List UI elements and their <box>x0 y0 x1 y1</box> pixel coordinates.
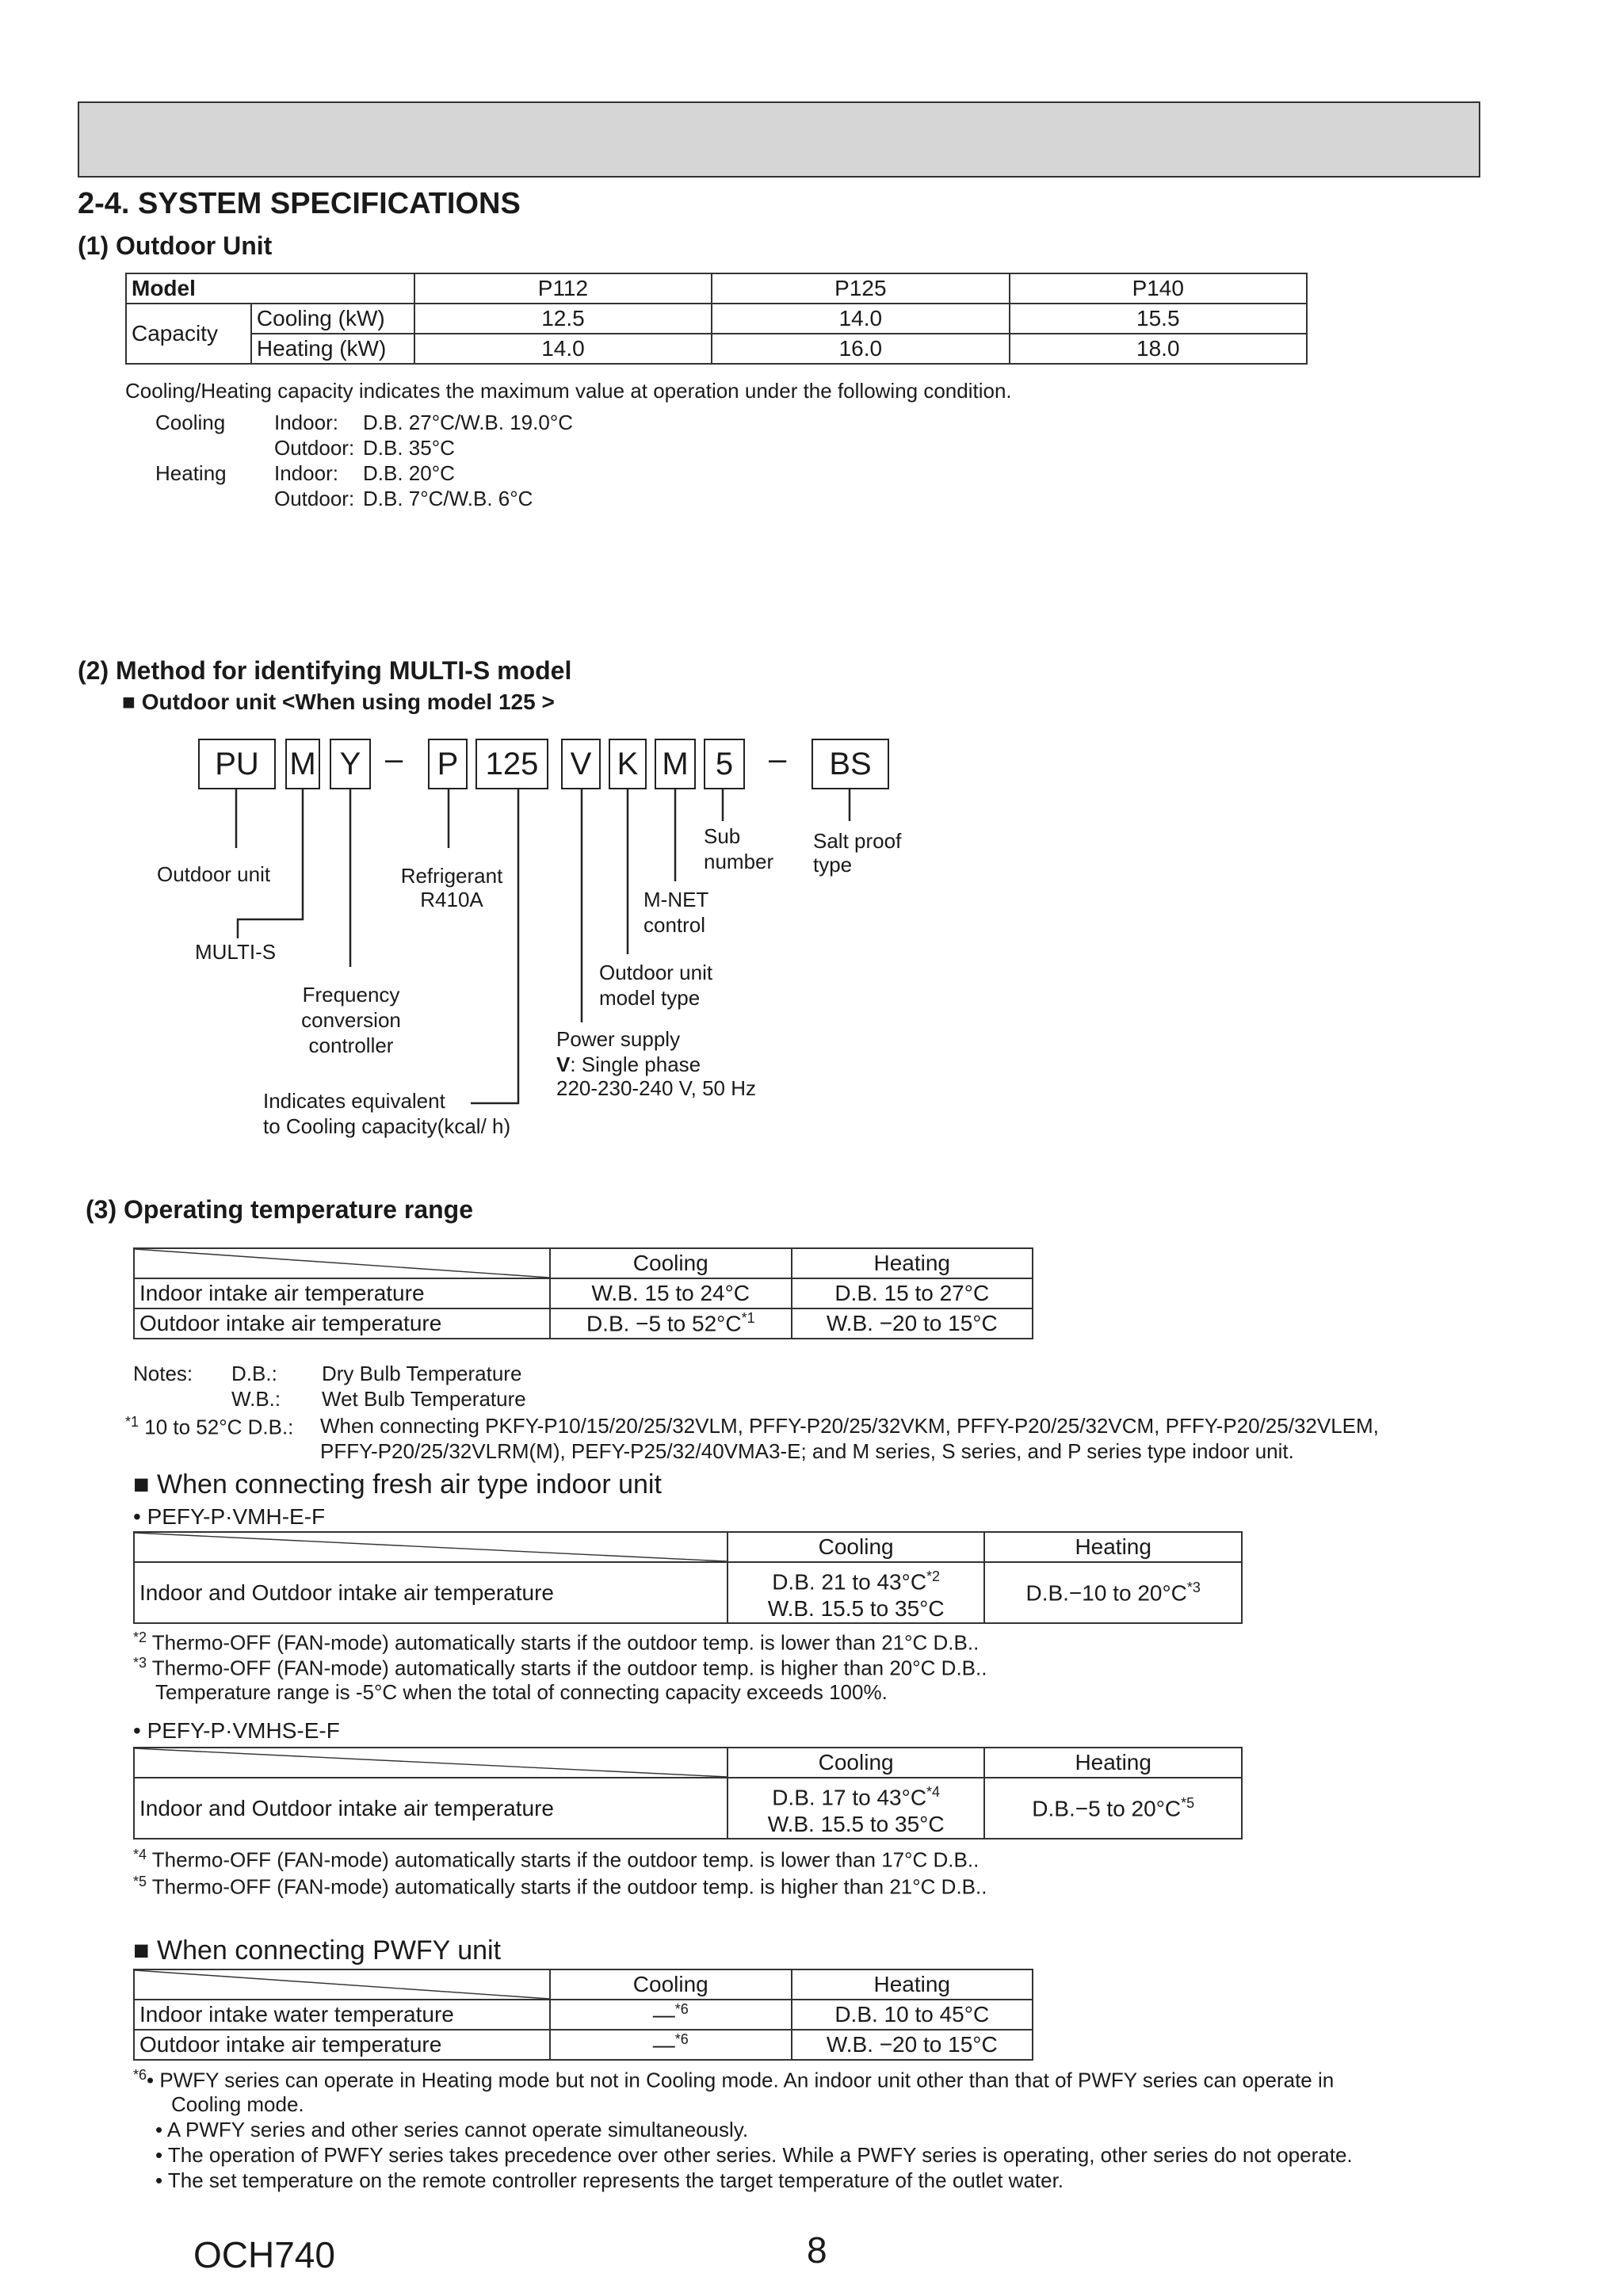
footnote-2 <box>133 1629 979 1656</box>
footnote-mark: *3 <box>1186 1580 1201 1595</box>
footnote-mark: *6 <box>674 2001 689 2018</box>
table-cell: 18.0 <box>1010 334 1307 364</box>
label-mnet: M-NET <box>643 888 709 911</box>
row-label: Heating (kW) <box>251 334 414 364</box>
table-cell <box>727 1778 985 1839</box>
col-cooling: Cooling <box>727 1748 985 1778</box>
cond-indoor-label: Indoor: <box>274 411 338 434</box>
label-refrigerant: Refrigerant <box>400 864 503 888</box>
cond-cooling-indoor: D.B. 27°C/W.B. 19.0°C <box>363 411 574 434</box>
footnote-mark: *1 <box>741 1310 755 1327</box>
table-cell <box>984 1778 1242 1839</box>
outdoor-unit-heading: (1) Outdoor Unit <box>78 231 273 260</box>
footnote-6-bullet2: • A PWFY series and other series cannot operate simultaneously. <box>155 2118 749 2141</box>
cell-value: W.B. 15.5 to 35°C <box>767 1596 945 1622</box>
vmh-model: • PEFY-P·VMH-E-F <box>133 1504 326 1529</box>
row-label: Outdoor intake air temperature <box>134 2030 550 2060</box>
operating-heading: (3) Operating temperature range <box>86 1195 473 1224</box>
footnote-6-bullet3: • The operation of PWFY series takes precedence over other series. While a PWFY series is operating, other series do not operate. <box>155 2143 1353 2167</box>
vmhs-table <box>133 1747 1243 1839</box>
label-outdoor-unit: Outdoor unit <box>157 862 271 886</box>
cell-value: — <box>652 2002 675 2027</box>
footnote-text: Thermo-OFF (FAN-mode) automatically starts if the outdoor temp. is lower than 21°C D.B.. <box>151 1630 980 1655</box>
label-indicates-equivalent: Indicates equivalent <box>263 1089 445 1113</box>
label-type: type <box>813 853 853 877</box>
cond-heating-label: Heating <box>155 461 227 485</box>
wb-abbr: W.B.: <box>231 1387 281 1411</box>
footnote-mark: *4 <box>926 1784 941 1800</box>
table-cell <box>984 1562 1242 1623</box>
vmh-table <box>133 1531 1243 1624</box>
cond-outdoor-label: Outdoor: <box>274 487 355 510</box>
fresh-air-heading: ■ When connecting fresh air type indoor unit <box>133 1469 662 1499</box>
footnote-6-bullet4: • The set temperature on the remote controller represents the target temperature of the outlet water. <box>155 2168 1064 2192</box>
footnote-mark: *5 <box>133 1874 147 1889</box>
label-salt-proof: Salt proof <box>813 829 902 853</box>
row-label: Indoor intake water temperature <box>134 2000 550 2030</box>
diagonal-header-cell <box>134 1532 727 1562</box>
col-heating: Heating <box>984 1532 1242 1562</box>
label-cooling-capacity: to Cooling capacity(kcal/ h) <box>263 1114 511 1138</box>
notes-label: Notes: <box>133 1362 193 1385</box>
code-box-m: M <box>285 739 320 789</box>
model-cell: P112 <box>414 273 712 304</box>
col-cooling: Cooling <box>550 1248 791 1278</box>
footnote-6 <box>133 2067 1334 2093</box>
table-cell <box>550 2000 791 2030</box>
label-sub: Sub <box>704 824 741 848</box>
table-cell: 12.5 <box>414 304 712 334</box>
table-cell: W.B. 15 to 24°C <box>550 1278 791 1308</box>
cell-value: D.B. 21 to 43°C <box>772 1569 927 1595</box>
model-cell: P140 <box>1010 273 1307 304</box>
label-number: number <box>704 850 774 873</box>
db-abbr: D.B.: <box>231 1362 277 1385</box>
footnote-mark: *6 <box>133 2067 147 2083</box>
footnote-3 <box>133 1655 987 1681</box>
cell-value: D.B. 17 to 43°C <box>772 1785 927 1810</box>
footnote-text: Thermo-OFF (FAN-mode) automatically starts if the outdoor temp. is higher than 20°C D.B.. <box>151 1656 987 1680</box>
vmhs-model: • PEFY-P·VMHS-E-F <box>133 1718 340 1743</box>
method-heading: (2) Method for identifying MULTI-S model <box>78 656 572 685</box>
footnote-text: Thermo-OFF (FAN-mode) automatically starts if the outdoor temp. is higher than 21°C D.B.. <box>151 1874 987 1899</box>
footnote-mark: *6 <box>674 2031 689 2048</box>
code-box-pu: PU <box>198 739 276 789</box>
pwfy-table <box>133 1969 1033 2061</box>
footnote-1-condition: 10 to 52°C D.B.: <box>144 1415 294 1439</box>
code-box-bs: BS <box>812 739 889 789</box>
col-cooling: Cooling <box>550 1969 791 2000</box>
cell-value: D.B.−5 to 20°C <box>1032 1796 1182 1821</box>
row-label: Cooling (kW) <box>251 304 414 334</box>
model-label: Model <box>126 273 414 304</box>
table-cell: 14.0 <box>414 334 712 364</box>
label-voltage: 220-230-240 V, 50 Hz <box>556 1076 757 1100</box>
cond-cooling-outdoor: D.B. 35°C <box>363 436 455 460</box>
cond-indoor-label: Indoor: <box>274 461 338 485</box>
code-box-k: K <box>609 739 647 789</box>
code-dash: – <box>385 742 403 777</box>
table-cell: D.B. 10 to 45°C <box>792 2000 1033 2030</box>
table-cell: D.B. 15 to 27°C <box>792 1278 1033 1308</box>
label-single-phase-text: : Single phase <box>570 1052 701 1076</box>
footnote-mark: *4 <box>133 1847 147 1862</box>
footnote-mark: *5 <box>1181 1795 1195 1811</box>
label-r410a: R410A <box>420 888 483 911</box>
footnote-6-line2: Cooling mode. <box>171 2092 304 2116</box>
col-heating: Heating <box>984 1748 1242 1778</box>
code-box-5: 5 <box>704 739 745 789</box>
model-cell: P125 <box>712 273 1009 304</box>
footnote-1-line1: When connecting PKFY-P10/15/20/25/32VLM, PFFY-P20/25/32VKM, PFFY-P20/25/32VCM, PFFY-P20/25/32VLEM, <box>320 1414 1379 1438</box>
capacity-note: Cooling/Heating capacity indicates the maximum value at operation under the following condition. <box>125 379 1012 403</box>
cond-outdoor-label: Outdoor: <box>274 436 355 460</box>
code-box-125: 125 <box>475 739 548 789</box>
table-cell: W.B. −20 to 15°C <box>792 1308 1033 1339</box>
label-multi-s: MULTI-S <box>195 940 277 964</box>
diagonal-header-cell <box>134 1248 550 1278</box>
cell-value: W.B. 15.5 to 35°C <box>767 1812 945 1837</box>
row-label: Indoor intake air temperature <box>134 1278 550 1308</box>
table-cell <box>550 2030 791 2060</box>
footnote-1 <box>125 1414 293 1440</box>
row-label: Indoor and Outdoor intake air temperature <box>134 1778 727 1839</box>
footnote-text: Thermo-OFF (FAN-mode) automatically starts if the outdoor temp. is lower than 17°C D.B.. <box>151 1847 980 1872</box>
cell-value: — <box>652 2032 675 2057</box>
diagonal-header-cell <box>134 1748 727 1778</box>
cond-cooling-label: Cooling <box>155 411 226 434</box>
table-cell <box>550 1308 791 1339</box>
method-subheading: ■ Outdoor unit <When using model 125 > <box>122 690 555 714</box>
footnote-mark: *2 <box>926 1568 941 1584</box>
footnote-3b: Temperature range is -5°C when the total of connecting capacity exceeds 100%. <box>155 1680 888 1704</box>
label-single-phase <box>556 1052 701 1077</box>
label-frequency: Frequency <box>302 983 400 1007</box>
col-heating: Heating <box>792 1248 1033 1278</box>
label-control: control <box>643 913 706 937</box>
db-full: Dry Bulb Temperature <box>322 1362 522 1385</box>
label-conversion: conversion <box>301 1008 401 1032</box>
section-title: 2-4. SYSTEM SPECIFICATIONS <box>78 187 521 220</box>
capacity-label: Capacity <box>126 304 251 364</box>
table-cell: W.B. −20 to 15°C <box>792 2030 1033 2060</box>
cond-heating-indoor: D.B. 20°C <box>363 461 455 485</box>
table-cell: 14.0 <box>712 304 1009 334</box>
footnote-mark: *1 <box>125 1414 139 1430</box>
footnote-mark: *3 <box>133 1655 147 1671</box>
row-label: Indoor and Outdoor intake air temperature <box>134 1562 727 1623</box>
label-controller: controller <box>308 1033 394 1057</box>
row-label: Outdoor intake air temperature <box>134 1308 550 1339</box>
code-box-m2: M <box>655 739 696 789</box>
code-box-y: Y <box>330 739 371 789</box>
col-heating: Heating <box>792 1969 1033 2000</box>
table-cell: 15.5 <box>1010 304 1307 334</box>
code-box-v: V <box>561 739 601 789</box>
footnote-mark: *2 <box>133 1629 147 1645</box>
operating-range-table <box>133 1247 1033 1339</box>
code-box-p: P <box>428 739 468 789</box>
footnote-1-line2: PFFY-P20/25/32VLRM(M), PEFY-P25/32/40VMA3-E; and M series, S series, and P series type indoor unit. <box>320 1439 1294 1463</box>
label-v-bold: V <box>556 1052 571 1076</box>
diagonal-header-cell <box>134 1969 550 2000</box>
cell-value: D.B. −5 to 52°C <box>586 1311 742 1336</box>
table-cell <box>727 1562 985 1623</box>
label-model-type: model type <box>599 986 701 1010</box>
doc-code: OCH740 <box>193 2234 335 2275</box>
table-cell: 16.0 <box>712 334 1009 364</box>
page-number: 8 <box>807 2229 827 2271</box>
footnote-text: • PWFY series can operate in Heating mode but not in Cooling mode. An indoor unit other than that of PWFY series can operate in <box>147 2068 1335 2092</box>
footnote-5 <box>133 1874 987 1900</box>
pwfy-heading: ■ When connecting PWFY unit <box>133 1935 502 1966</box>
footnote-4 <box>133 1847 979 1873</box>
cond-heating-outdoor: D.B. 7°C/W.B. 6°C <box>363 487 533 510</box>
wb-full: Wet Bulb Temperature <box>322 1387 526 1411</box>
code-dash: – <box>769 742 787 777</box>
col-cooling: Cooling <box>727 1532 985 1562</box>
label-power-supply: Power supply <box>556 1027 681 1051</box>
cell-value: D.B.−10 to 20°C <box>1025 1580 1187 1606</box>
label-outdoor-unit-model: Outdoor unit <box>599 961 713 984</box>
